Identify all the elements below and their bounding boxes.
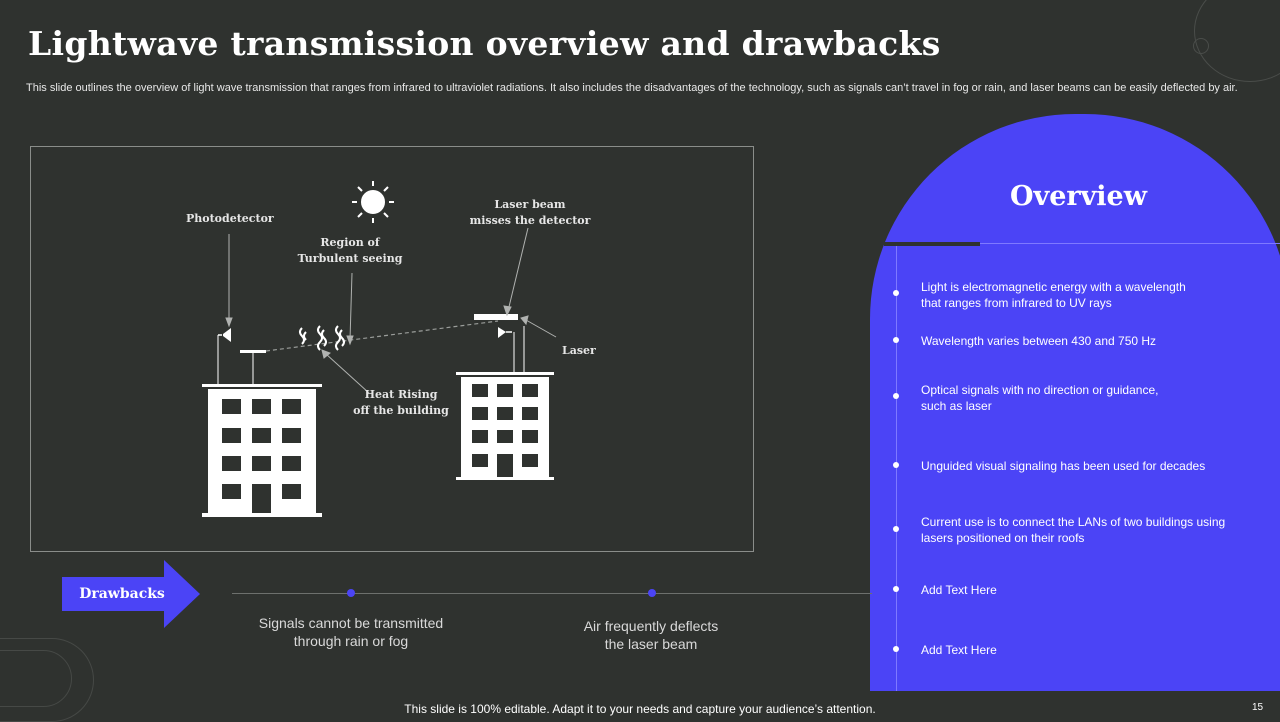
footer-note: This slide is 100% editable. Adapt it to your needs and capture your audience’s attention. bbox=[404, 702, 876, 716]
sun-icon bbox=[352, 181, 394, 223]
overview-item bbox=[921, 382, 1266, 414]
overview-item bbox=[921, 333, 1266, 349]
photodetector-icon bbox=[218, 328, 266, 384]
drawback-item-line1: Signals cannot be transmitted bbox=[258, 615, 444, 631]
turbulent-label-line1: Region of bbox=[320, 236, 380, 249]
overview-divider-line bbox=[980, 243, 1280, 244]
drawback-item bbox=[531, 617, 771, 653]
overview-item bbox=[921, 582, 1266, 598]
drawback-item-line2: through rain or fog bbox=[293, 633, 409, 649]
overview-bullet-dot bbox=[893, 586, 899, 592]
timeline-dot bbox=[347, 589, 355, 597]
left-building-icon bbox=[202, 384, 322, 517]
overview-bullet-dot bbox=[893, 462, 899, 468]
overview-divider bbox=[884, 242, 980, 246]
laser-miss-label bbox=[460, 197, 600, 229]
drawback-item-line2: the laser beam bbox=[604, 636, 698, 652]
overview-bullet-dot bbox=[893, 290, 899, 296]
overview-item bbox=[921, 279, 1266, 311]
right-building-icon bbox=[456, 372, 554, 480]
page-number: 15 bbox=[1252, 702, 1264, 713]
overview-item-line2: that ranges from infrared to UV rays bbox=[921, 296, 1112, 310]
laser-miss-label-line2: misses the detector bbox=[469, 214, 591, 227]
overview-bullet-dot bbox=[893, 646, 899, 652]
overview-item-line1: Wavelength varies between 430 and 750 Hz bbox=[921, 334, 1157, 348]
heat-label-line1: Heat Rising bbox=[364, 388, 438, 401]
heat-label bbox=[346, 387, 456, 419]
overview-bullet-dot bbox=[893, 337, 899, 343]
overview-title: Overview bbox=[1010, 181, 1147, 212]
overview-item-line2: lasers positioned on their roofs bbox=[921, 531, 1085, 545]
heat-label-line2: off the building bbox=[353, 404, 449, 417]
overview-item bbox=[921, 458, 1266, 474]
overview-item bbox=[921, 514, 1266, 546]
turbulent-label bbox=[290, 235, 410, 267]
laser-miss-label-line1: Laser beam bbox=[494, 198, 566, 211]
overview-bullet-dot bbox=[893, 526, 899, 532]
drawback-item-line1: Air frequently deflects bbox=[583, 618, 719, 634]
overview-item-line1: Current use is to connect the LANs of two buildings using bbox=[921, 515, 1226, 529]
overview-bullet-dot bbox=[893, 393, 899, 399]
lightwave-diagram bbox=[30, 146, 754, 552]
overview-item-line1: Light is electromagnetic energy with a wavelength bbox=[921, 280, 1186, 294]
drawback-item bbox=[231, 614, 471, 650]
photodetector-label: Photodetector bbox=[186, 212, 274, 225]
decorative-pill-inner bbox=[0, 650, 72, 707]
drawbacks-timeline bbox=[232, 593, 872, 594]
timeline-dot bbox=[648, 589, 656, 597]
slide-title: Lightwave transmission overview and drawbacks bbox=[28, 24, 941, 63]
decorative-small-ring bbox=[1193, 38, 1209, 54]
heat-waves-icon bbox=[300, 326, 344, 350]
overview-vertical-line bbox=[896, 246, 897, 691]
overview-item-line1: Unguided visual signaling has been used for decades bbox=[921, 459, 1206, 473]
overview-item-line1: Optical signals with no direction or guidance, bbox=[921, 383, 1159, 397]
laser-label: Laser bbox=[562, 344, 596, 357]
slide-subtitle: This slide outlines the overview of light wave transmission that ranges from infrared to ultraviolet radiations. It also includes the disadvantages of the technology, such as signals can’t travel in fog or rain, and laser beams can be easily deflected by air. bbox=[26, 82, 1238, 94]
overview-item-line1: Add Text Here bbox=[921, 643, 997, 657]
turbulent-label-line2: Turbulent seeing bbox=[297, 252, 403, 265]
overview-item bbox=[921, 642, 1266, 658]
drawbacks-label: Drawbacks bbox=[79, 586, 165, 602]
overview-item-line1: Add Text Here bbox=[921, 583, 997, 597]
overview-item-line2: such as laser bbox=[921, 399, 992, 413]
